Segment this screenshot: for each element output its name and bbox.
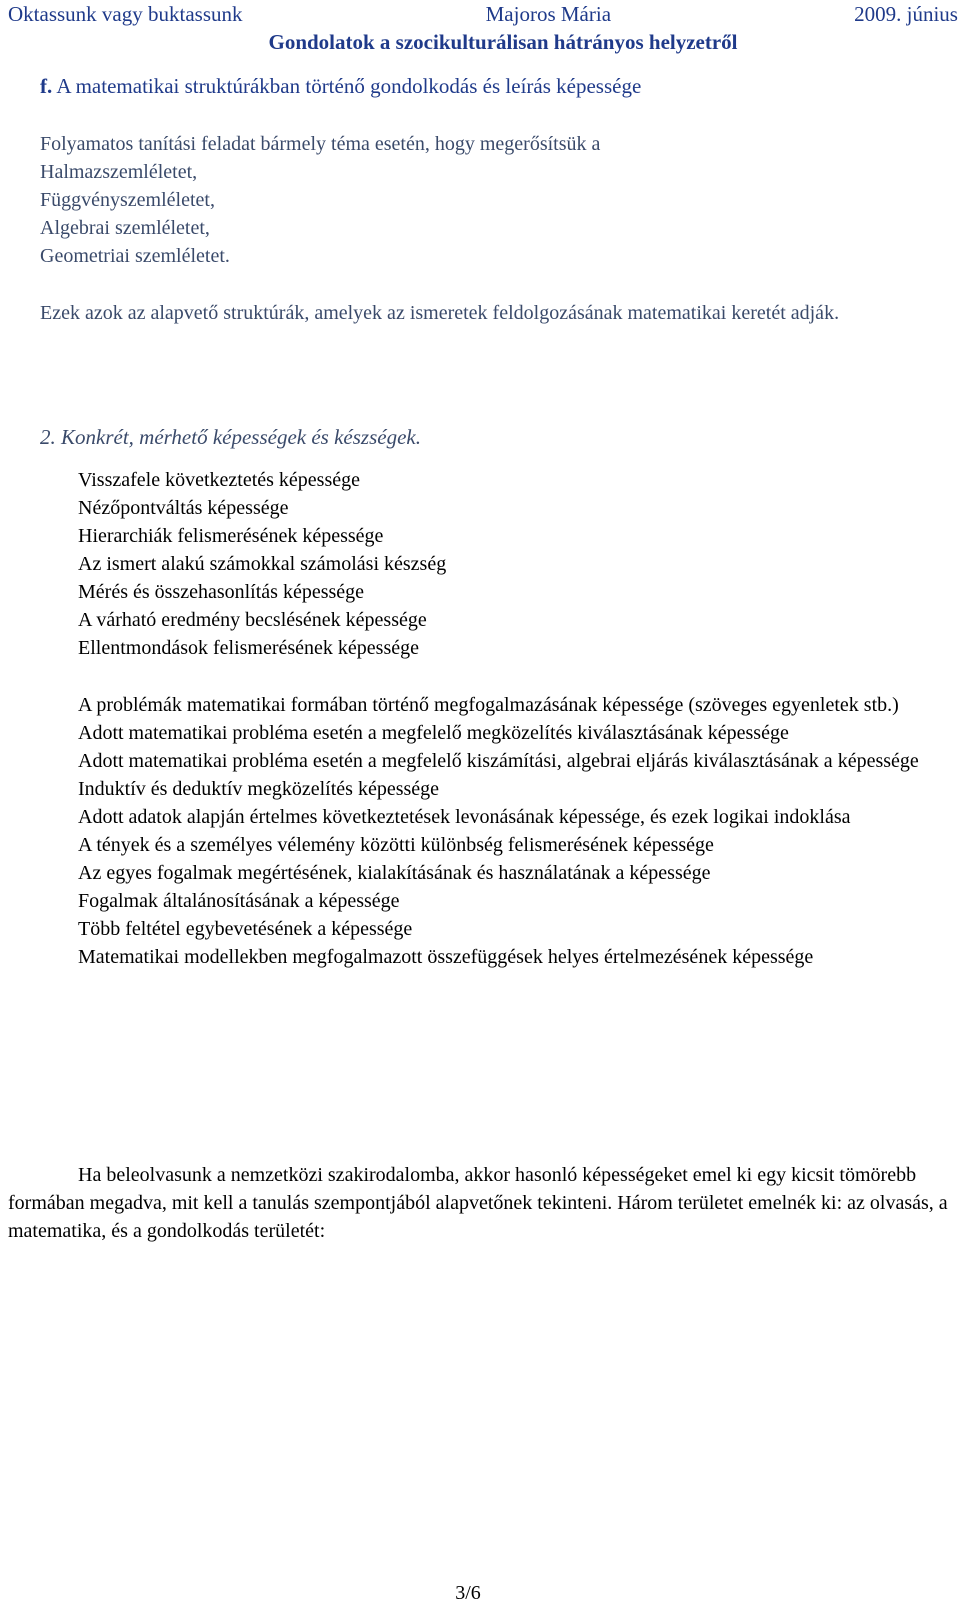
skill-item: Az egyes fogalmak megértésének, kialakításának és használatának a képessége	[78, 862, 711, 884]
section-2-heading: 2. Konkrét, mérhető képességek és készségek.	[40, 425, 421, 449]
section-f-number: f.	[40, 74, 53, 98]
skill-item: Adott matematikai probléma esetén a megfelelő kiszámítási, algebrai eljárás kiválasztásának a képessége	[78, 750, 919, 772]
skill-item: Ellentmondások felismerésének képessége	[78, 637, 419, 659]
header-date: 2009. június	[854, 2, 958, 26]
skills-list-2	[78, 691, 948, 971]
skill-item: Visszafele következtetés képessége	[78, 469, 361, 491]
skill-item: A problémák matematikai formában történő megfogalmazásának képessége (szöveges egyenletek stb.)	[78, 694, 899, 716]
page-number: 3/6	[455, 1582, 481, 1604]
skill-item: Mérés és összehasonlítás képessége	[78, 581, 365, 603]
section-f-title: A matematikai struktúrákban történő gondolkodás és leírás képessége	[52, 74, 642, 98]
skill-item: Hierarchiák felismerésének képessége	[78, 525, 384, 547]
running-header	[8, 0, 958, 56]
skill-item: Fogalmak általánosításának a képessége	[78, 890, 400, 912]
structure-item: Algebrai szemléletet,	[40, 217, 210, 239]
skill-item: Adott adatok alapján értelmes következtetések levonásának képessége, és ezek logikai indoklása	[78, 806, 851, 828]
skill-item: A tények és a személyes vélemény közötti különbség felismerésének képessége	[78, 834, 714, 856]
framework-text: Ezek azok az alapvető struktúrák, amelyek az ismeretek feldolgozásának matematikai keretét adják.	[40, 302, 840, 324]
header-row	[8, 0, 958, 28]
structure-item: Halmazszemléletet,	[40, 161, 198, 183]
skill-item: A várható eredmény becslésének képessége	[78, 609, 427, 631]
skill-item: Induktív és deduktív megközelítés képessége	[78, 778, 440, 800]
header-subtitle: Gondolatok a szocikulturálisan hátrányos helyzetről	[268, 30, 738, 54]
skills-list-1	[78, 466, 948, 662]
structure-item: Geometriai szemléletet.	[40, 245, 230, 267]
structure-item: Függvényszemléletet,	[40, 189, 215, 211]
skill-item: Az ismert alakú számokkal számolási készség	[78, 553, 447, 575]
closing-paragraph: Ha beleolvasunk a nemzetközi szakirodalomba, akkor hasonló képességeket emel ki egy kicsit tömörebb formában megadva, mit kell a tanulás szempontjából alapvetőnek tekinteni. Három területet emelnék ki: az olvasás, a matematika, és a gondolkodás területét:	[8, 1164, 948, 1242]
header-title: Oktassunk vagy buktassunk	[8, 2, 243, 26]
skill-item: Adott matematikai probléma esetén a megfelelő megközelítés kiválasztásának képessége	[78, 722, 789, 744]
skill-item: Matematikai modellekben megfogalmazott összefüggések helyes értelmezésének képessége	[78, 946, 814, 968]
framework-paragraph	[40, 299, 940, 327]
skill-item: Több feltétel egybevetésének a képessége	[78, 918, 413, 940]
structures-block	[40, 130, 940, 270]
section-f-heading	[40, 72, 940, 100]
header-author: Majoros Mária	[485, 2, 612, 26]
skill-item: Nézőpontváltás képessége	[78, 497, 289, 519]
structures-intro: Folyamatos tanítási feladat bármely téma esetén, hogy megerősítsük a	[40, 133, 601, 155]
